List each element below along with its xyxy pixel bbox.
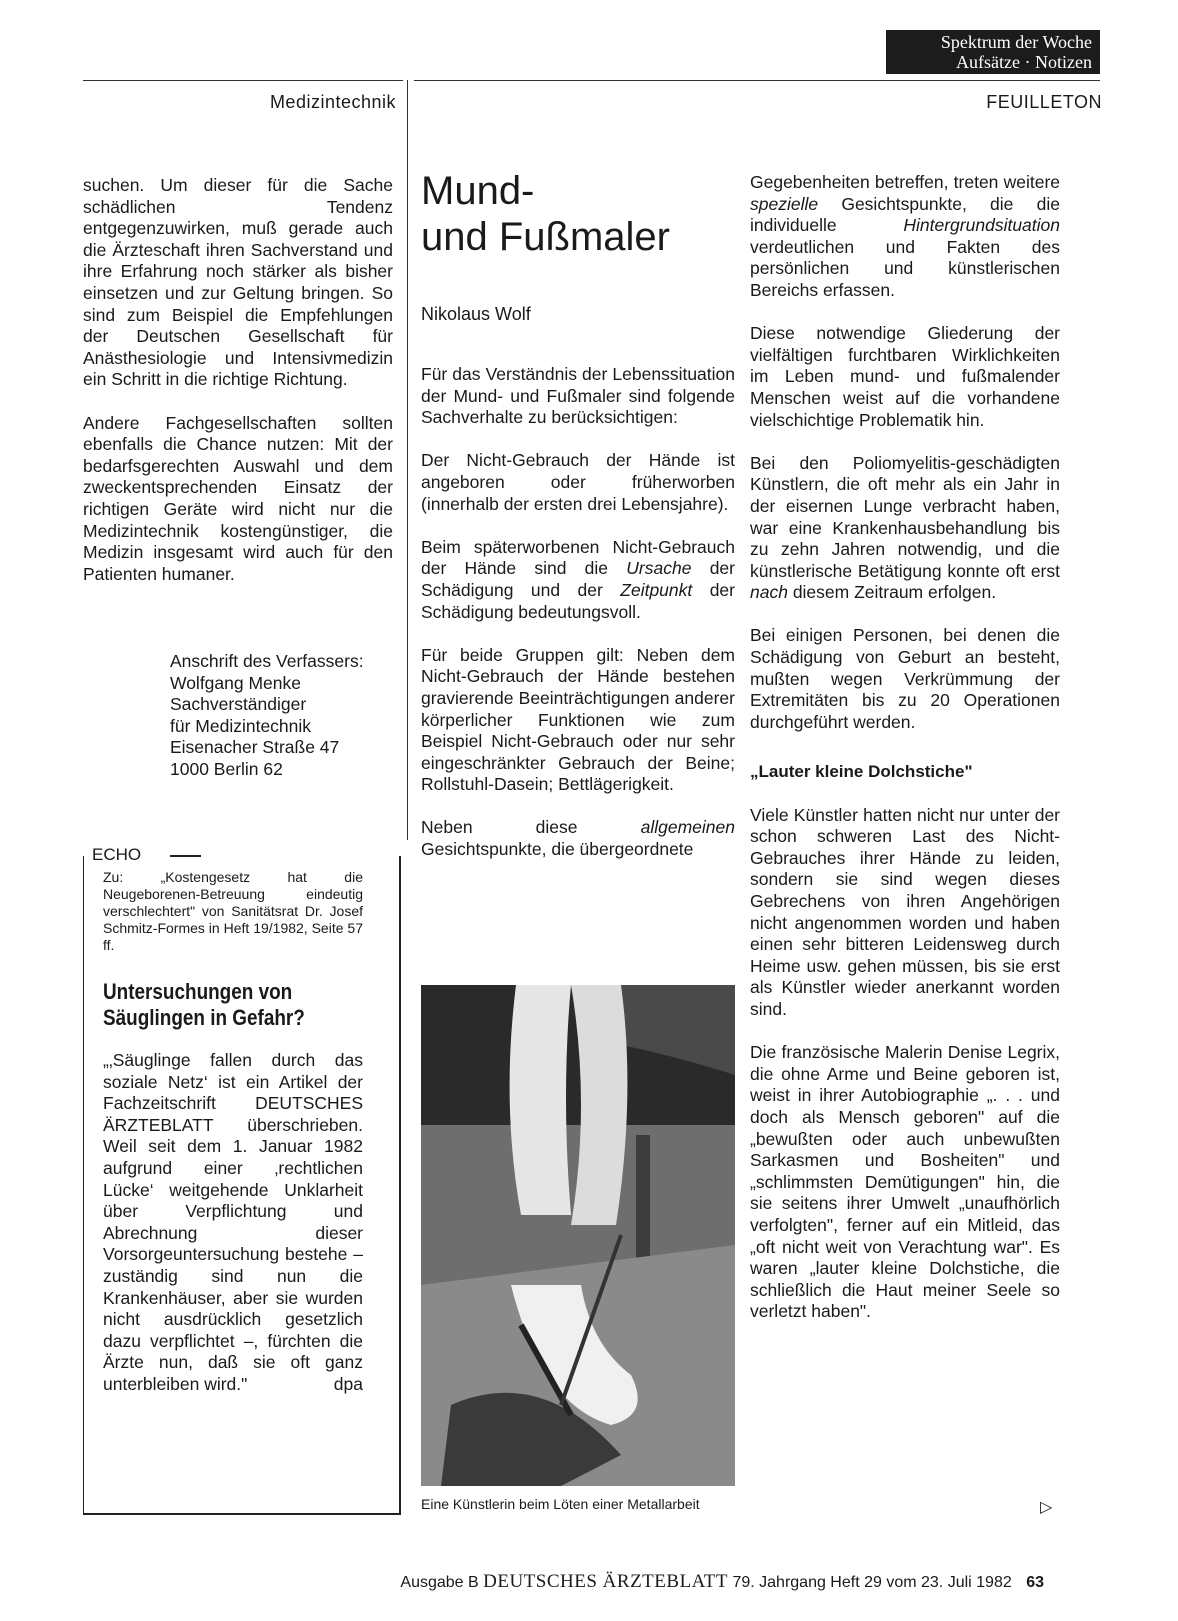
previous-article-column	[83, 175, 393, 585]
echo-body: „‚Säuglinge fallen durch das soziale Netz‘ ist ein Artikel der Fachzeitschrift DEUTSCHES ÄRZTEBLATT überschrieben. Weil seit dem 1. Januar 1982 aufgrund einer ‚rechtlichen Lücke‘ weitgehende Unklarheit über Verpflichtung und Abrechnung dieser Vorsorgeuntersuchung bestehe – zuständig sind nun die Krankenhäuser, aber sie wurden nicht ausdrücklich gesetzlich dazu verpflichtet –, fürchten die Ärzte nun, daß sie oft ganz unterbleiben wird."	[103, 1050, 363, 1394]
header-rule-right	[414, 80, 1100, 81]
article-title	[421, 168, 735, 260]
echo-box-top-rule	[170, 855, 201, 857]
article-header	[421, 168, 735, 325]
photo-caption: Eine Künstlerin beim Löten einer Metallarbeit	[421, 1496, 700, 1512]
article-author: Nikolaus Wolf	[421, 304, 531, 324]
article-paragraph: Gegebenheiten betreffen, treten weitere spezielle Gesichtspunkte, die die individuelle Hintergrundsituation verdeutlichen und Fakten des persönlichen und künstlerischen Bereichs erfassen.	[750, 172, 1060, 300]
article-paragraph: Viele Künstler hatten nicht nur unter der schon schweren Last des Nicht-Gebrauches ihrer Hände zu leiden, sondern sie sind wegen dieses Gebrechens von ihren Angehörigen nicht angenommen worden und haben einen sehr bitteren Leidensweg durch Heime usw. gehen müssen, bis sie erst als Künstler wieder anerkannt worden sind.	[750, 804, 1060, 1019]
article-paragraph: Für beide Gruppen gilt: Neben dem Nicht-Gebrauch der Hände bestehen gravierende Beeinträchtigungen anderer körperlicher Funktionen wie zum Beispiel Nicht-Gebrauch oder nur sehr eingeschränkter Gebrauch der Beine; Rollstuhl-Dasein; Bettlägerigkeit.	[421, 644, 735, 795]
footer-page-number: 63	[1026, 1574, 1044, 1591]
article-paragraph: Bei einigen Personen, bei denen die Schädigung von Geburt an besteht, mußten wegen Verkrümmung der Extremitäten bis zu 20 Operationen durchgeführt werden.	[750, 625, 1060, 732]
echo-headline-line-2: Säuglingen in Gefahr?	[103, 1005, 305, 1030]
section-tag	[886, 30, 1100, 74]
previous-article-paragraph: suchen. Um dieser für die Sache schädlichen Tendenz entgegenzuwirken, muß gerade auch die Ärzteschaft ihren Sachverstand und ihre Erfahrung noch stärker als bisher einsetzen und zur Geltung bringen. So sind zum Beispiel die Empfehlungen der Deutschen Gesellschaft für Anästhesiologie und Intensivmedizin ein Schritt in die richtige Richtung.	[83, 175, 393, 390]
photo-illustration	[421, 985, 735, 1486]
address-line: Sachverständiger	[170, 694, 307, 715]
article-paragraph: Für das Verständnis der Lebenssituation der Mund- und Fußmaler sind folgende Sachverhalte zu berücksichtigen:	[421, 364, 735, 428]
footer-edition: Ausgabe B	[400, 1574, 479, 1591]
author-address	[170, 651, 400, 781]
article-title-line-2: und Fußmaler	[421, 215, 670, 259]
section-tag-line-1: Spektrum der Woche	[940, 32, 1092, 52]
echo-headline-line-1: Untersuchungen von	[103, 979, 293, 1004]
continue-arrow-icon: ▷	[1040, 1499, 1053, 1516]
article-title-line-1: Mund-	[421, 169, 535, 213]
address-line: Anschrift des Verfassers:	[170, 651, 364, 671]
footer-issue: 79. Jahrgang Heft 29 vom 23. Juli 1982	[732, 1574, 1012, 1591]
section-tag-line-2: Aufsätze · Notizen	[956, 52, 1092, 72]
echo-body-text	[103, 1050, 363, 1396]
echo-headline	[103, 979, 361, 1031]
header-rule-left	[83, 80, 403, 81]
column-divider	[407, 80, 408, 840]
article-paragraph: Der Nicht-Gebrauch der Hände ist angeboren oder früherworben (innerhalb der ersten drei Lebensjahre).	[421, 450, 735, 514]
address-line: Wolfgang Menke	[170, 672, 302, 693]
footer-masthead: DEUTSCHES ÄRZTEBLATT	[483, 1571, 728, 1592]
article-paragraph: Die französische Malerin Denise Legrix, die ohne Arme und Beine geboren ist, weist in ihrer Autobiographie „. . . und doch als Mensch geboren" auf die „bewußten oder auch unbewußten Sarkasmen und Bosheiten" und „schlimmsten Demütigungen" hin, die sie seitens ihrer Umwelt „unaufhörlich verfolgten", ferner auf ein Mitleid, das „oft nicht weit von Verachtung war". Es waren „lauter kleine Dolchstiche, die schließlich die Haut meiner Seele so verletzt haben".	[750, 1042, 1060, 1322]
echo-label: ECHO	[86, 845, 147, 865]
article-paragraph: Bei den Poliomyelitis-geschädigten Künstlern, die oft mehr als ein Jahr in der eisernen Lunge verbracht haben, war eine Krankenhausbehandlung bis zu zehn Jahren notwendig, und die künstlerische Betätigung konnte oft erst nach diesem Zeitraum erfolgen.	[750, 452, 1060, 603]
article-middle-column	[421, 364, 735, 861]
article-right-column	[750, 172, 1060, 1323]
echo-source: dpa	[333, 1373, 363, 1394]
article-paragraph: Beim späterworbenen Nicht-Gebrauch der Hände sind die Ursache der Schädigung und der Zeitpunkt der Schädigung bedeutungsvoll.	[421, 536, 735, 622]
article-paragraph: Diese notwendige Gliederung der vielfältigen furchtbaren Wirklichkeiten im Leben mund- und fußmalender Menschen weist auf die vorhandene vielschichtige Problematik hin.	[750, 323, 1060, 430]
address-line: 1000 Berlin 62	[170, 758, 283, 779]
article-subheading: „Lauter kleine Dolchstiche"	[750, 762, 973, 782]
section-label-right: FEUILLETON	[986, 92, 1102, 112]
article-paragraph: Neben diese allgemeinen Gesichtspunkte, die übergeordnete	[421, 817, 735, 860]
page-footer	[400, 1571, 1044, 1593]
previous-article-paragraph: Andere Fachgesellschaften sollten ebenfalls die Chance nutzen: Mit der bedarfsgerechten Auswahl und dem zweckentsprechenden Einsatz der richtigen Geräte wird nicht nur die Medizintechnik kostengünstiger, die Medizin insgesamt wird auch für den Patienten humaner.	[83, 412, 393, 584]
article-photo	[421, 985, 735, 1486]
section-label-left: Medizintechnik	[269, 92, 396, 112]
address-line: Eisenacher Straße 47	[170, 737, 340, 758]
address-line: für Medizintechnik	[170, 715, 312, 736]
echo-reference: Zu: „Kostengesetz hat die Neugeborenen-Betreuung eindeutig verschlechtert" von Sanitätsrat Dr. Josef Schmitz-Formes in Heft 19/1982, Seite 57 ff.	[103, 869, 363, 953]
